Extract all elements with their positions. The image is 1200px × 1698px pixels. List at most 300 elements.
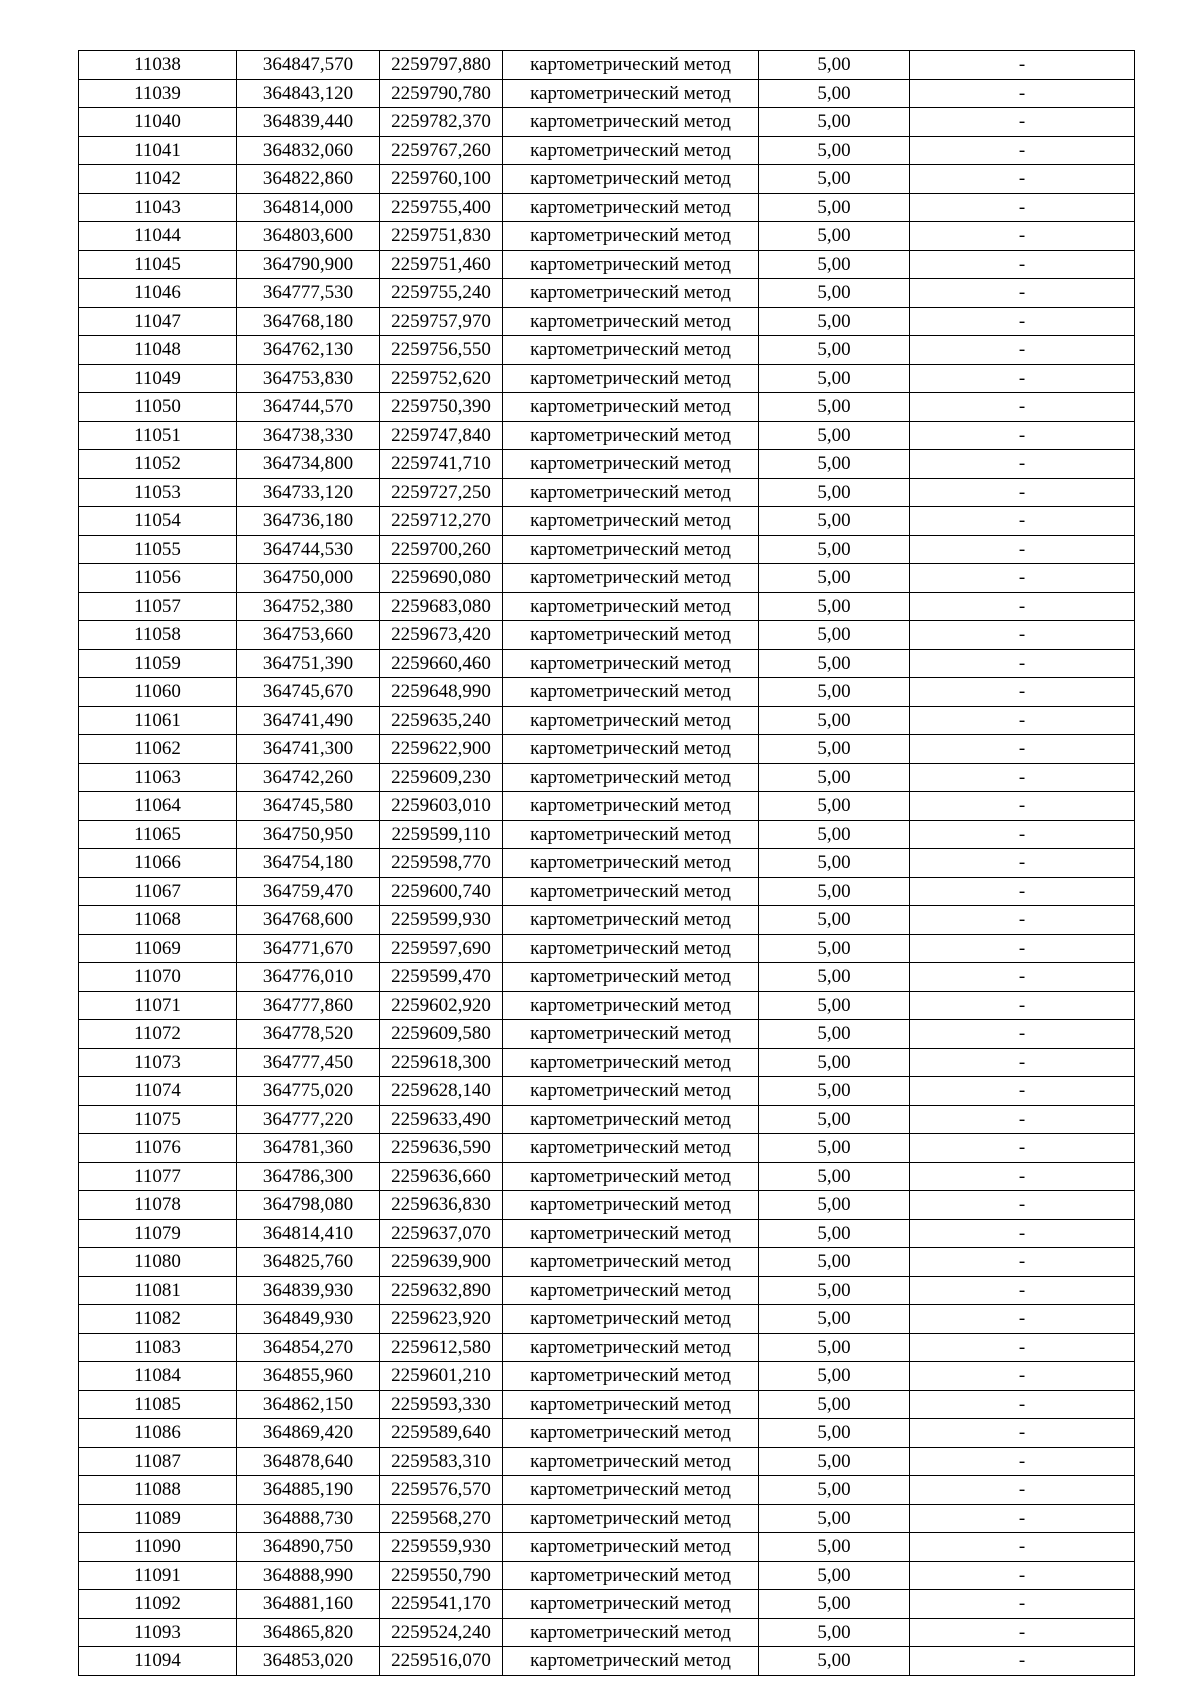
cell-description: - [910,849,1135,878]
cell-y-coordinate: 2259600,740 [380,877,503,906]
cell-point-number: 11049 [79,364,237,393]
cell-x-coordinate: 364878,640 [237,1447,380,1476]
cell-point-number: 11055 [79,535,237,564]
cell-accuracy: 5,00 [759,1077,910,1106]
cell-accuracy: 5,00 [759,906,910,935]
table-row [79,1077,1135,1106]
cell-accuracy: 5,00 [759,1533,910,1562]
table-row [79,934,1135,963]
cell-point-number: 11065 [79,820,237,849]
cell-description: - [910,1618,1135,1647]
cell-description: - [910,991,1135,1020]
cell-point-number: 11054 [79,507,237,536]
cell-description: - [910,108,1135,137]
cell-method: картометрический метод [503,1248,759,1277]
cell-method: картометрический метод [503,250,759,279]
cell-y-coordinate: 2259648,990 [380,678,503,707]
cell-method: картометрический метод [503,592,759,621]
cell-point-number: 11082 [79,1305,237,1334]
table-row [79,1105,1135,1134]
cell-accuracy: 5,00 [759,1276,910,1305]
cell-method: картометрический метод [503,1419,759,1448]
cell-method: картометрический метод [503,51,759,80]
cell-x-coordinate: 364771,670 [237,934,380,963]
cell-point-number: 11044 [79,222,237,251]
cell-method: картометрический метод [503,450,759,479]
cell-x-coordinate: 364776,010 [237,963,380,992]
table-row [79,1476,1135,1505]
cell-method: картометрический метод [503,763,759,792]
cell-accuracy: 5,00 [759,507,910,536]
cell-description: - [910,1077,1135,1106]
table-row [79,1504,1135,1533]
cell-method: картометрический метод [503,991,759,1020]
cell-method: картометрический метод [503,1561,759,1590]
cell-description: - [910,79,1135,108]
cell-accuracy: 5,00 [759,193,910,222]
cell-point-number: 11087 [79,1447,237,1476]
cell-x-coordinate: 364885,190 [237,1476,380,1505]
table-row [79,1618,1135,1647]
cell-method: картометрический метод [503,906,759,935]
cell-description: - [910,1504,1135,1533]
cell-y-coordinate: 2259747,840 [380,421,503,450]
cell-accuracy: 5,00 [759,1476,910,1505]
cell-method: картометрический метод [503,1276,759,1305]
cell-accuracy: 5,00 [759,1305,910,1334]
cell-x-coordinate: 364736,180 [237,507,380,536]
table-row [79,79,1135,108]
cell-point-number: 11066 [79,849,237,878]
cell-accuracy: 5,00 [759,1191,910,1220]
cell-point-number: 11038 [79,51,237,80]
cell-point-number: 11084 [79,1362,237,1391]
cell-accuracy: 5,00 [759,849,910,878]
cell-method: картометрический метод [503,507,759,536]
cell-description: - [910,735,1135,764]
cell-description: - [910,421,1135,450]
cell-accuracy: 5,00 [759,934,910,963]
cell-point-number: 11073 [79,1048,237,1077]
cell-x-coordinate: 364865,820 [237,1618,380,1647]
cell-x-coordinate: 364738,330 [237,421,380,450]
cell-accuracy: 5,00 [759,820,910,849]
table-row [79,535,1135,564]
cell-point-number: 11069 [79,934,237,963]
cell-x-coordinate: 364843,120 [237,79,380,108]
cell-x-coordinate: 364832,060 [237,136,380,165]
table-row [79,592,1135,621]
cell-accuracy: 5,00 [759,1248,910,1277]
cell-y-coordinate: 2259609,230 [380,763,503,792]
table-row [79,1048,1135,1077]
cell-y-coordinate: 2259632,890 [380,1276,503,1305]
cell-description: - [910,963,1135,992]
cell-y-coordinate: 2259635,240 [380,706,503,735]
cell-method: картометрический метод [503,364,759,393]
cell-point-number: 11056 [79,564,237,593]
cell-x-coordinate: 364741,300 [237,735,380,764]
cell-y-coordinate: 2259612,580 [380,1333,503,1362]
cell-x-coordinate: 364745,580 [237,792,380,821]
cell-y-coordinate: 2259599,930 [380,906,503,935]
cell-description: - [910,1447,1135,1476]
cell-y-coordinate: 2259636,660 [380,1162,503,1191]
table-row [79,336,1135,365]
table-row [79,450,1135,479]
table-row [79,706,1135,735]
cell-method: картометрический метод [503,1390,759,1419]
cell-method: картометрический метод [503,735,759,764]
cell-accuracy: 5,00 [759,877,910,906]
cell-accuracy: 5,00 [759,1618,910,1647]
cell-method: картометрический метод [503,1105,759,1134]
cell-x-coordinate: 364750,950 [237,820,380,849]
cell-accuracy: 5,00 [759,450,910,479]
cell-method: картометрический метод [503,1590,759,1619]
cell-accuracy: 5,00 [759,706,910,735]
table-row [79,763,1135,792]
cell-accuracy: 5,00 [759,307,910,336]
cell-point-number: 11091 [79,1561,237,1590]
cell-method: картометрический метод [503,820,759,849]
cell-y-coordinate: 2259755,240 [380,279,503,308]
cell-x-coordinate: 364752,380 [237,592,380,621]
cell-description: - [910,621,1135,650]
cell-description: - [910,222,1135,251]
table-row [79,364,1135,393]
cell-y-coordinate: 2259568,270 [380,1504,503,1533]
cell-x-coordinate: 364750,000 [237,564,380,593]
cell-method: картометрический метод [503,1077,759,1106]
cell-description: - [910,535,1135,564]
cell-accuracy: 5,00 [759,250,910,279]
cell-description: - [910,279,1135,308]
cell-x-coordinate: 364745,670 [237,678,380,707]
cell-accuracy: 5,00 [759,991,910,1020]
cell-description: - [910,1305,1135,1334]
table-row [79,820,1135,849]
cell-point-number: 11088 [79,1476,237,1505]
cell-method: картометрический метод [503,79,759,108]
cell-point-number: 11079 [79,1219,237,1248]
cell-point-number: 11094 [79,1647,237,1676]
cell-method: картометрический метод [503,564,759,593]
table-row [79,1191,1135,1220]
cell-y-coordinate: 2259599,110 [380,820,503,849]
cell-accuracy: 5,00 [759,478,910,507]
cell-x-coordinate: 364744,530 [237,535,380,564]
cell-y-coordinate: 2259583,310 [380,1447,503,1476]
cell-x-coordinate: 364777,220 [237,1105,380,1134]
cell-point-number: 11046 [79,279,237,308]
cell-method: картометрический метод [503,621,759,650]
cell-accuracy: 5,00 [759,763,910,792]
cell-description: - [910,1362,1135,1391]
cell-method: картометрический метод [503,1048,759,1077]
cell-y-coordinate: 2259598,770 [380,849,503,878]
cell-accuracy: 5,00 [759,1162,910,1191]
cell-point-number: 11047 [79,307,237,336]
cell-x-coordinate: 364847,570 [237,51,380,80]
cell-method: картометрический метод [503,1333,759,1362]
cell-x-coordinate: 364777,450 [237,1048,380,1077]
table-row [79,279,1135,308]
table-row [79,1219,1135,1248]
cell-method: картометрический метод [503,193,759,222]
cell-description: - [910,1647,1135,1676]
cell-point-number: 11057 [79,592,237,621]
cell-method: картометрический метод [503,1447,759,1476]
cell-point-number: 11050 [79,393,237,422]
cell-accuracy: 5,00 [759,1419,910,1448]
cell-accuracy: 5,00 [759,136,910,165]
cell-accuracy: 5,00 [759,678,910,707]
cell-y-coordinate: 2259751,460 [380,250,503,279]
cell-description: - [910,1134,1135,1163]
cell-point-number: 11059 [79,649,237,678]
cell-method: картометрический метод [503,478,759,507]
cell-point-number: 11092 [79,1590,237,1619]
cell-x-coordinate: 364775,020 [237,1077,380,1106]
cell-point-number: 11062 [79,735,237,764]
cell-description: - [910,364,1135,393]
cell-x-coordinate: 364741,490 [237,706,380,735]
table-row [79,1020,1135,1049]
cell-accuracy: 5,00 [759,1020,910,1049]
cell-accuracy: 5,00 [759,1390,910,1419]
cell-y-coordinate: 2259609,580 [380,1020,503,1049]
cell-description: - [910,564,1135,593]
cell-y-coordinate: 2259516,070 [380,1647,503,1676]
cell-y-coordinate: 2259602,920 [380,991,503,1020]
cell-description: - [910,1105,1135,1134]
table-row [79,1333,1135,1362]
table-row [79,1162,1135,1191]
cell-description: - [910,1333,1135,1362]
cell-x-coordinate: 364790,900 [237,250,380,279]
cell-description: - [910,877,1135,906]
cell-x-coordinate: 364814,410 [237,1219,380,1248]
table-row [79,849,1135,878]
cell-accuracy: 5,00 [759,393,910,422]
cell-point-number: 11051 [79,421,237,450]
cell-accuracy: 5,00 [759,1447,910,1476]
table-row [79,1276,1135,1305]
cell-y-coordinate: 2259760,100 [380,165,503,194]
cell-accuracy: 5,00 [759,279,910,308]
cell-accuracy: 5,00 [759,963,910,992]
cell-y-coordinate: 2259690,080 [380,564,503,593]
cell-description: - [910,1020,1135,1049]
cell-x-coordinate: 364854,270 [237,1333,380,1362]
cell-method: картометрический метод [503,1191,759,1220]
table-row [79,250,1135,279]
cell-description: - [910,136,1135,165]
cell-y-coordinate: 2259637,070 [380,1219,503,1248]
cell-method: картометрический метод [503,792,759,821]
cell-y-coordinate: 2259790,780 [380,79,503,108]
table-row [79,1561,1135,1590]
cell-description: - [910,165,1135,194]
cell-y-coordinate: 2259751,830 [380,222,503,251]
cell-x-coordinate: 364849,930 [237,1305,380,1334]
table-row [79,621,1135,650]
cell-method: картометрический метод [503,1219,759,1248]
cell-description: - [910,393,1135,422]
cell-y-coordinate: 2259603,010 [380,792,503,821]
cell-x-coordinate: 364786,300 [237,1162,380,1191]
table-row [79,1248,1135,1277]
cell-y-coordinate: 2259524,240 [380,1618,503,1647]
cell-accuracy: 5,00 [759,592,910,621]
cell-x-coordinate: 364753,830 [237,364,380,393]
cell-point-number: 11070 [79,963,237,992]
table-row [79,991,1135,1020]
cell-method: картометрический метод [503,279,759,308]
cell-description: - [910,1561,1135,1590]
cell-point-number: 11085 [79,1390,237,1419]
cell-point-number: 11076 [79,1134,237,1163]
cell-x-coordinate: 364754,180 [237,849,380,878]
cell-x-coordinate: 364839,440 [237,108,380,137]
coordinates-table [78,50,1135,1676]
cell-description: - [910,478,1135,507]
table-row [79,1590,1135,1619]
cell-accuracy: 5,00 [759,165,910,194]
cell-accuracy: 5,00 [759,535,910,564]
cell-point-number: 11077 [79,1162,237,1191]
table-row [79,1134,1135,1163]
table-row [79,678,1135,707]
cell-description: - [910,336,1135,365]
cell-method: картометрический метод [503,307,759,336]
cell-accuracy: 5,00 [759,222,910,251]
cell-method: картометрический метод [503,877,759,906]
cell-description: - [910,792,1135,821]
cell-accuracy: 5,00 [759,79,910,108]
cell-point-number: 11042 [79,165,237,194]
table-row [79,478,1135,507]
cell-point-number: 11074 [79,1077,237,1106]
cell-point-number: 11058 [79,621,237,650]
cell-x-coordinate: 364759,470 [237,877,380,906]
cell-y-coordinate: 2259700,260 [380,535,503,564]
cell-method: картометрический метод [503,336,759,365]
cell-x-coordinate: 364742,260 [237,763,380,792]
cell-point-number: 11068 [79,906,237,935]
cell-accuracy: 5,00 [759,1561,910,1590]
cell-y-coordinate: 2259756,550 [380,336,503,365]
cell-y-coordinate: 2259741,710 [380,450,503,479]
cell-x-coordinate: 364839,930 [237,1276,380,1305]
cell-point-number: 11048 [79,336,237,365]
cell-y-coordinate: 2259755,400 [380,193,503,222]
cell-description: - [910,51,1135,80]
cell-method: картометрический метод [503,1362,759,1391]
cell-description: - [910,763,1135,792]
cell-method: картометрический метод [503,421,759,450]
cell-point-number: 11093 [79,1618,237,1647]
cell-method: картометрический метод [503,1020,759,1049]
cell-point-number: 11052 [79,450,237,479]
cell-x-coordinate: 364768,600 [237,906,380,935]
cell-y-coordinate: 2259622,900 [380,735,503,764]
cell-y-coordinate: 2259633,490 [380,1105,503,1134]
table-row [79,136,1135,165]
cell-point-number: 11043 [79,193,237,222]
cell-accuracy: 5,00 [759,364,910,393]
cell-description: - [910,1390,1135,1419]
cell-y-coordinate: 2259628,140 [380,1077,503,1106]
cell-method: картометрический метод [503,222,759,251]
cell-method: картометрический метод [503,963,759,992]
table-row [79,421,1135,450]
cell-accuracy: 5,00 [759,51,910,80]
cell-method: картометрический метод [503,849,759,878]
cell-description: - [910,507,1135,536]
cell-x-coordinate: 364753,660 [237,621,380,650]
cell-x-coordinate: 364751,390 [237,649,380,678]
cell-description: - [910,706,1135,735]
cell-y-coordinate: 2259599,470 [380,963,503,992]
cell-x-coordinate: 364853,020 [237,1647,380,1676]
cell-x-coordinate: 364778,520 [237,1020,380,1049]
cell-point-number: 11040 [79,108,237,137]
table-row [79,735,1135,764]
cell-description: - [910,1191,1135,1220]
cell-y-coordinate: 2259727,250 [380,478,503,507]
cell-accuracy: 5,00 [759,1105,910,1134]
cell-y-coordinate: 2259541,170 [380,1590,503,1619]
cell-y-coordinate: 2259601,210 [380,1362,503,1391]
cell-method: картометрический метод [503,393,759,422]
table-row [79,307,1135,336]
cell-description: - [910,1476,1135,1505]
cell-method: картометрический метод [503,108,759,137]
table-row [79,193,1135,222]
cell-accuracy: 5,00 [759,1048,910,1077]
cell-accuracy: 5,00 [759,1647,910,1676]
table-row [79,108,1135,137]
cell-x-coordinate: 364855,960 [237,1362,380,1391]
cell-description: - [910,1048,1135,1077]
cell-point-number: 11075 [79,1105,237,1134]
cell-x-coordinate: 364798,080 [237,1191,380,1220]
cell-y-coordinate: 2259767,260 [380,136,503,165]
cell-x-coordinate: 364869,420 [237,1419,380,1448]
cell-point-number: 11081 [79,1276,237,1305]
cell-description: - [910,934,1135,963]
cell-x-coordinate: 364822,860 [237,165,380,194]
table-row [79,792,1135,821]
cell-point-number: 11067 [79,877,237,906]
cell-description: - [910,820,1135,849]
table-row [79,1533,1135,1562]
table-row [79,165,1135,194]
cell-description: - [910,1590,1135,1619]
cell-method: картометрический метод [503,1476,759,1505]
cell-accuracy: 5,00 [759,1134,910,1163]
cell-point-number: 11061 [79,706,237,735]
cell-method: картометрический метод [503,649,759,678]
cell-y-coordinate: 2259683,080 [380,592,503,621]
cell-point-number: 11041 [79,136,237,165]
cell-accuracy: 5,00 [759,735,910,764]
cell-point-number: 11083 [79,1333,237,1362]
cell-x-coordinate: 364744,570 [237,393,380,422]
cell-description: - [910,1248,1135,1277]
